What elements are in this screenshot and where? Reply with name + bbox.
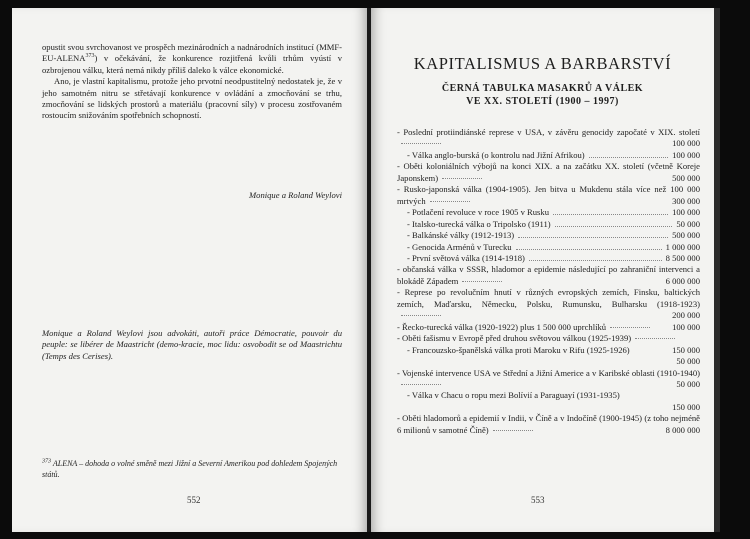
list-item (397, 161, 700, 184)
item-count: 150 000 (672, 344, 700, 355)
list-row (397, 242, 700, 253)
item-count: 200 000 (672, 310, 700, 321)
list-row (397, 413, 700, 436)
paragraph-1-end: ) v očekávání, že konkurence rozjitřená kvůli trhům vyústí v ozbrojenou válku, která nemá nikdy příliš daleko k válce ekonomické. (42, 53, 342, 75)
item-count: 100 000 (672, 138, 700, 149)
left-page (12, 8, 367, 532)
list-row (397, 287, 700, 321)
leader-dots (555, 225, 673, 227)
list-row (397, 253, 700, 264)
item-label: - Rusko-japonská válka (1904-1905). Jen bitva u Mukdenu stála více než 100 000 mrtvých (397, 184, 700, 206)
item-label: - občanská válka v SSSR, hladomor a epidemie následující po zahraniční intervenci a blokádě Západem (397, 264, 700, 286)
leader-dots (610, 326, 650, 328)
list-item (397, 127, 700, 150)
list-item (397, 253, 700, 264)
page-edges (714, 8, 720, 532)
item-count: 300 000 (672, 195, 700, 206)
item-label: - Poslední protiindiánské represe v USA, v závěru genocidy započaté v XIX. století (397, 127, 700, 137)
list-item (397, 242, 700, 253)
subtitle-line-1: ČERNÁ TABULKA MASAKRŮ A VÁLEK (441, 83, 644, 94)
footnote-ref: 373 (85, 53, 95, 60)
item-count: 100 000 (672, 321, 700, 332)
item-count: 50 000 (676, 356, 700, 367)
item-count: 100 000 (672, 149, 700, 160)
list-item (397, 287, 700, 321)
leader-dots (529, 259, 662, 261)
item-label: - Válka v Chacu o ropu mezi Bolívií a Paraguayí (1931-1935) (407, 390, 620, 401)
list-item (397, 345, 700, 368)
item-label: - Italsko-turecká válka o Tripolsko (1911) (407, 218, 551, 229)
footnote-text: ALENA – dohoda o volné směně mezi Jižní a Severní Amerikou pod dohledem Spojených států. (42, 459, 338, 479)
signature: Monique a Roland Weylovi (249, 190, 342, 200)
item-count: 50 000 (676, 378, 700, 389)
list-item (397, 322, 700, 333)
leader-dots (442, 177, 482, 179)
leader-dots (589, 156, 668, 158)
page-number-left: 552 (187, 495, 201, 505)
list-row (397, 230, 700, 241)
list-row (397, 322, 700, 333)
list-item (397, 150, 700, 161)
leader-dots (635, 337, 675, 339)
list-row (397, 127, 700, 150)
item-count: 8 000 000 (665, 424, 700, 435)
massacre-list (397, 127, 700, 436)
paragraph-1 (42, 42, 342, 76)
leader-dots (462, 280, 502, 282)
paragraph-2: Ano, je vlastní kapitalismu, protože jeho prvotní neodpustitelný nedostatek je, že v jeho samotném nitru se střetávají konkurence v ovládání a zmocňování se trhu, zmocňování se lidských prostorů a materiálu (pracovní síly) v procesu zostřovaném rostoucím snižováním spotřebních schopností. (42, 76, 342, 121)
item-label: - Oběti hladomorů a epidemií v Indii, v Číně a v Indočíně (1900-1945) (z toho nejméně 6 milionů v samotné Číně) (397, 413, 700, 435)
list-item (397, 264, 700, 287)
chapter-subtitle (391, 82, 694, 108)
list-row (397, 219, 700, 230)
list-row (397, 207, 700, 218)
list-row (397, 368, 700, 391)
item-label: - Válka anglo-burská (o kontrolu nad Jižní Afrikou) (407, 149, 585, 160)
item-label: - Represe po revolučním hnutí v různých evropských zemích, Finsku, baltických zemích, Maďarsku, Německu, Polsku, Rumunsku, Bulharsku (1918-1923) (397, 287, 700, 309)
item-label: - První světová válka (1914-1918) (407, 252, 525, 263)
list-row (397, 150, 700, 161)
list-row (397, 264, 700, 287)
leader-dots (518, 236, 668, 238)
item-label: - Oběti fašismu v Evropě před druhou světovou válkou (1925-1939) (397, 333, 632, 344)
leader-dots (430, 200, 470, 202)
item-label: - Potlačení revoluce v roce 1905 v Rusku (407, 207, 549, 218)
item-label: - Vojenské intervence USA ve Střední a Jižní Americe a v Karibské oblasti (1910-1940) (397, 367, 700, 378)
item-count: 1 000 000 (665, 241, 700, 252)
list-item (397, 207, 700, 218)
leader-dots (493, 429, 533, 431)
item-label: - Genocida Arménů v Turecku (407, 241, 512, 252)
list-item (397, 219, 700, 230)
list-item (397, 368, 700, 391)
footnote-number: 373 (42, 458, 51, 465)
item-count: 6 000 000 (665, 275, 700, 286)
leader-dots (401, 142, 441, 144)
item-label: - Oběti koloniálních výbojů na konci XIX. a na začátku XX. století (včetně Koreje Japonskem) (397, 161, 700, 183)
list-item (397, 413, 700, 436)
item-label: - Francouzsko-španělská válka proti Maroku v Rifu (1925-1926) (407, 344, 630, 355)
author-bio: Monique a Roland Weylovi jsou advokáti, autoři práce Démocratie, pouvoir du peuple: se libérer de Maastricht (demo-kracie, moc lidu: osvobodit se od Maastrichtu (Temps des Cerises). (42, 328, 342, 361)
right-page (371, 8, 714, 532)
chapter-title: KAPITALISMUS A BARBARSTVÍ (413, 54, 672, 73)
item-label: - Balkánské války (1912-1913) (407, 230, 515, 241)
item-count: 100 000 (672, 207, 700, 218)
footnote (42, 458, 342, 480)
leader-dots (516, 248, 662, 250)
leader-dots (401, 383, 441, 385)
item-count: 50 000 (676, 218, 700, 229)
item-count: 8 500 000 (665, 252, 700, 263)
list-row (397, 161, 700, 184)
leader-dots (553, 213, 668, 215)
list-item (397, 230, 700, 241)
paragraph-1-text: opustit svou svrchovanost ve prospěch mezinárodních a nadnárodních institucí (MMF-EU-ALENA (42, 42, 342, 64)
list-item (397, 184, 700, 207)
item-count: 500 000 (672, 172, 700, 183)
page-number-right: 553 (531, 495, 545, 505)
subtitle-line-2: VE XX. STOLETÍ (1900 – 1997) (466, 96, 619, 107)
item-count: 150 000 (672, 401, 700, 412)
item-label: - Řecko-turecká válka (1920-1922) plus 1 500 000 uprchlíků (397, 321, 607, 332)
list-row (397, 184, 700, 207)
left-body-text (42, 42, 342, 122)
leader-dots (401, 314, 441, 316)
item-count: 500 000 (672, 230, 700, 241)
list-item (397, 390, 700, 413)
